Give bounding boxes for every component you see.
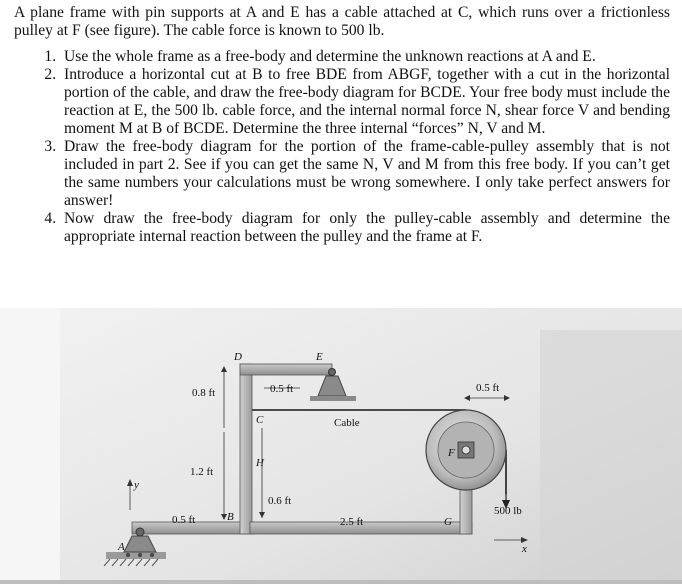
dimension-0-5-ft-top: 0.5 ft bbox=[270, 383, 294, 395]
force-label: 500 lb bbox=[494, 505, 522, 517]
point-a-label: A bbox=[118, 541, 125, 553]
svg-text:y: y bbox=[134, 479, 139, 491]
point-g-label: G bbox=[444, 516, 452, 528]
point-h-label: H bbox=[256, 457, 264, 469]
dimension-1-2-ft: 1.2 ft bbox=[190, 466, 214, 478]
cable-label: Cable bbox=[334, 417, 360, 429]
problem-statement bbox=[14, 4, 670, 246]
point-f-label: F bbox=[448, 447, 455, 459]
point-b-label: B bbox=[227, 511, 234, 523]
point-c-label: C bbox=[256, 414, 264, 426]
svg-text:x: x bbox=[522, 543, 527, 555]
question-list bbox=[14, 48, 670, 246]
question-item: 3. Draw the free-body diagram for the portion of the frame-cable-pulley assembly that is not included in part 2. See if you can get the same N, V and M from this free body. If you can’t get the same numbers your calculations must be wrong somewhere. I only take perfect answers for answer! bbox=[60, 138, 670, 210]
member-b-to-d bbox=[240, 364, 252, 534]
frame-figure bbox=[0, 300, 682, 584]
problem-intro: A plane frame with pin supports at A and E has a cable attached at C, which runs over a frictionless pulley at F (see figure). The cable force is known to 500 lb. bbox=[14, 4, 670, 39]
point-e-label: E bbox=[316, 351, 323, 363]
question-item: 2. Introduce a horizontal cut at B to free BDE from ABGF, together with a cut in the horizontal portion of the cable, and draw the free-body diagram for BCDE. Your free body must include the reaction at E, the 500 lb. cable force, and the internal normal force N, shear force V and bending moment M at B of BCDE. Determine the three internal “forces” N, V and M. bbox=[60, 66, 670, 138]
dimension-0-6-ft: 0.6 ft bbox=[268, 495, 292, 507]
dimension-0-5-ft-left: 0.5 ft bbox=[172, 514, 196, 526]
dimension-0-8-ft: 0.8 ft bbox=[192, 387, 216, 399]
member-d-to-e bbox=[240, 364, 332, 375]
dimension-2-5-ft: 2.5 ft bbox=[340, 516, 364, 528]
question-item: 4. Now draw the free-body diagram for only the pulley-cable assembly and determine the appropriate internal reaction between the pulley and the frame at F. bbox=[60, 210, 670, 246]
question-item: 1. Use the whole frame as a free-body and determine the unknown reactions at A and E. bbox=[60, 48, 670, 66]
pulley-f bbox=[426, 410, 506, 490]
point-d-label: D bbox=[234, 351, 242, 363]
ground-a bbox=[106, 552, 166, 559]
dimension-0-5-ft-right: 0.5 ft bbox=[476, 382, 500, 394]
